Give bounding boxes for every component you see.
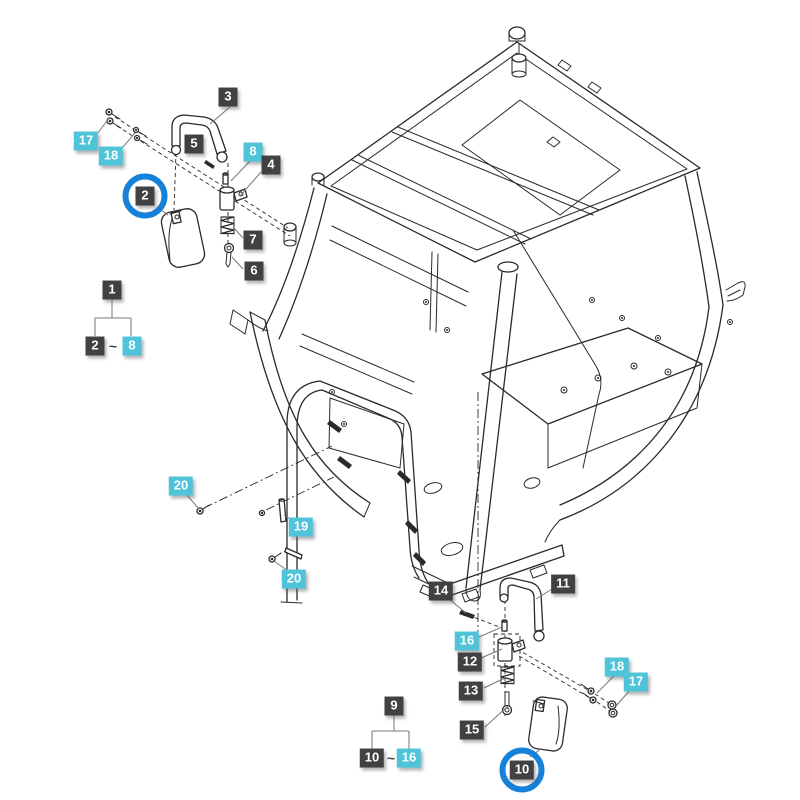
part-label-group9-10[interactable]: 10 bbox=[360, 749, 384, 768]
part-label-9[interactable]: 9 bbox=[385, 697, 404, 716]
part-label-7[interactable]: 7 bbox=[244, 231, 263, 250]
part-label-8[interactable]: 8 bbox=[244, 143, 263, 162]
part-label-18-right[interactable]: 18 bbox=[605, 658, 629, 677]
part-label-11[interactable]: 11 bbox=[551, 575, 575, 594]
part-label-20-upper[interactable]: 20 bbox=[169, 477, 193, 496]
part-label-1[interactable]: 1 bbox=[103, 281, 122, 300]
part-label-2[interactable]: 2 bbox=[136, 187, 155, 206]
part-label-10[interactable]: 10 bbox=[510, 761, 534, 780]
part-label-12[interactable]: 12 bbox=[458, 653, 482, 672]
part-label-16-part[interactable]: 16 bbox=[455, 632, 479, 651]
part-label-20-lower[interactable]: 20 bbox=[282, 570, 306, 589]
part-label-6[interactable]: 6 bbox=[245, 262, 264, 281]
part-label-13[interactable]: 13 bbox=[459, 682, 483, 701]
part-label-group1-2[interactable]: 2 bbox=[86, 337, 105, 356]
part-label-18-left[interactable]: 18 bbox=[99, 147, 123, 166]
part-label-14[interactable]: 14 bbox=[429, 582, 453, 601]
group-1-separator: ~ bbox=[108, 338, 118, 354]
part-label-15[interactable]: 15 bbox=[460, 721, 484, 740]
part-label-group9-16[interactable]: 16 bbox=[397, 749, 421, 768]
part-label-19[interactable]: 19 bbox=[289, 518, 313, 537]
part-label-17-right[interactable]: 17 bbox=[624, 673, 648, 692]
group-9-separator: ~ bbox=[386, 750, 396, 766]
part-label-group1-8[interactable]: 8 bbox=[123, 337, 142, 356]
part-label-4[interactable]: 4 bbox=[262, 156, 281, 175]
part-label-5[interactable]: 5 bbox=[185, 135, 204, 154]
part-label-17-left[interactable]: 17 bbox=[74, 132, 98, 151]
part-label-3[interactable]: 3 bbox=[219, 88, 238, 107]
